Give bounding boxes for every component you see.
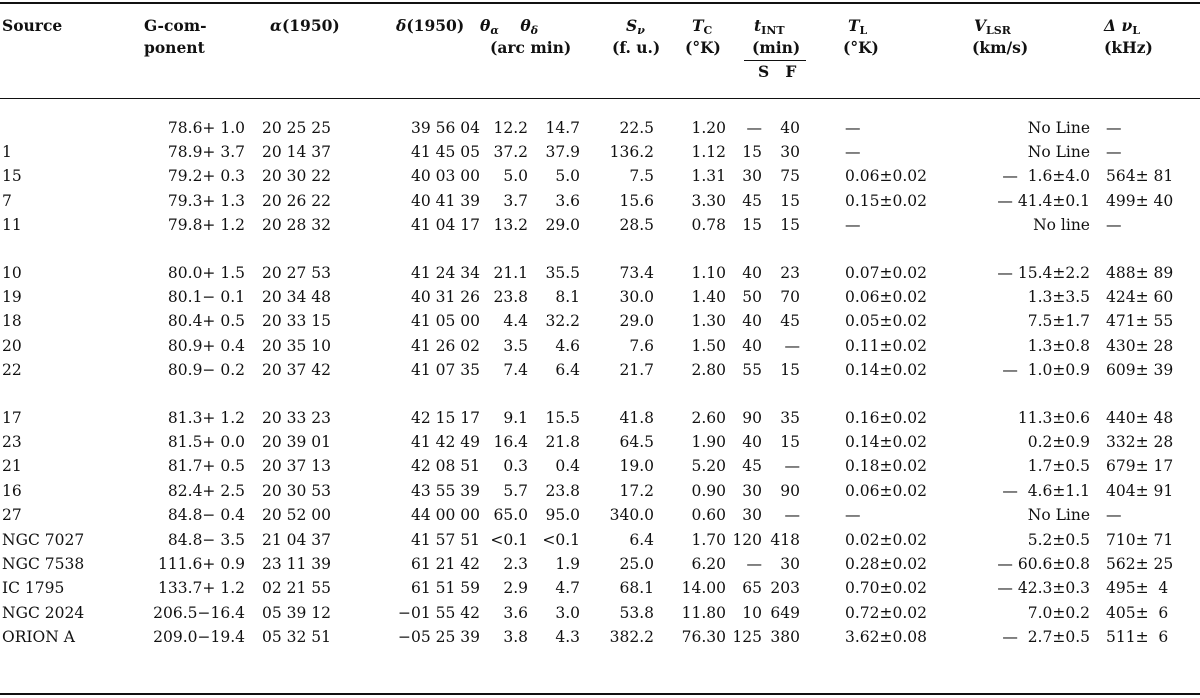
cell-dn: 564± 81 xyxy=(1106,167,1174,186)
header-tc-unit: (°K) xyxy=(685,38,721,57)
cell-v: No Line xyxy=(1027,143,1090,162)
cell-g: 81.3+ 1.2 xyxy=(167,409,245,427)
cell-td: 29.0 xyxy=(545,215,580,234)
cell-dec: 41 42 49 xyxy=(410,433,480,452)
cell-g: 79.3+ 1.3 xyxy=(167,191,245,210)
cell-s: 53.8 xyxy=(619,603,654,622)
cell-v: — 1.6±4.0 xyxy=(1002,167,1090,186)
cell-tl: 0.06±0.02 xyxy=(845,481,928,500)
cell-ra: 20 34 48 xyxy=(262,288,332,307)
cell-ta: 3.6 xyxy=(503,603,528,622)
cell-ra: 21 04 37 xyxy=(262,531,332,549)
cell-ts: 40 xyxy=(742,264,762,282)
cell-tl: 0.11±0.02 xyxy=(845,336,928,355)
cell-tf: 70 xyxy=(780,288,800,307)
cell-dn: — xyxy=(1106,119,1122,137)
cell-ts: — xyxy=(746,555,762,574)
cell-v: — 1.0±0.9 xyxy=(1002,360,1090,379)
cell-td: 23.8 xyxy=(545,481,580,500)
cell-s: 29.0 xyxy=(619,312,654,331)
cell-tl: 3.62±0.08 xyxy=(845,627,928,646)
cell-v: 11.3±0.6 xyxy=(1017,409,1090,427)
cell-g: 79.2+ 0.3 xyxy=(167,167,245,186)
cell-tf: 75 xyxy=(780,167,800,186)
cell-g: 84.8− 3.5 xyxy=(167,531,245,549)
cell-ts: 40 xyxy=(742,336,762,355)
cell-src: 16 xyxy=(2,481,22,500)
cell-g: 79.8+ 1.2 xyxy=(167,215,245,234)
cell-td: 4.6 xyxy=(555,336,580,355)
cell-g: 78.6+ 1.0 xyxy=(167,119,245,137)
cell-tf: 23 xyxy=(780,264,800,282)
cell-s: 6.4 xyxy=(629,531,654,549)
header-snu-unit: (f. u.) xyxy=(612,38,661,57)
cell-td: 8.1 xyxy=(555,288,580,307)
cell-ra: 20 33 23 xyxy=(262,409,332,427)
cell-ts: 40 xyxy=(742,433,762,452)
cell-dn: — xyxy=(1106,505,1122,524)
cell-ts: 10 xyxy=(742,603,762,622)
header-dnu: Δ $\nu_L$ xyxy=(1104,16,1140,37)
cell-tf: 15 xyxy=(780,433,800,452)
cell-ra: 23 11 39 xyxy=(262,555,332,574)
cell-tl: 0.16±0.02 xyxy=(845,409,928,427)
cell-src: 1 xyxy=(2,143,12,162)
cell-ta: 65.0 xyxy=(493,505,528,524)
cell-s: 41.8 xyxy=(619,409,654,427)
cell-dec: 42 15 17 xyxy=(410,409,480,427)
cell-v: 1.3±3.5 xyxy=(1027,288,1090,307)
cell-v: — 15.4±2.2 xyxy=(997,264,1090,282)
cell-ts: 15 xyxy=(742,215,762,234)
cell-g: 81.5+ 0.0 xyxy=(167,433,245,452)
cell-tc: 0.60 xyxy=(691,505,726,524)
cell-ta: 16.4 xyxy=(493,433,528,452)
cell-ta: 3.7 xyxy=(503,191,528,210)
cell-tl: 0.06±0.02 xyxy=(845,167,928,186)
cell-src: NGC 2024 xyxy=(2,603,85,622)
cell-tf: 40 xyxy=(780,119,800,137)
cell-v: 5.2±0.5 xyxy=(1027,531,1090,549)
cell-tl: 0.06±0.02 xyxy=(845,288,928,307)
cell-ra: 05 32 51 xyxy=(262,627,332,646)
cell-tf: 30 xyxy=(780,555,800,574)
cell-s: 19.0 xyxy=(619,457,654,476)
cell-g: 80.1− 0.1 xyxy=(167,288,245,307)
cell-ta: 7.4 xyxy=(503,360,528,379)
header-tc: $T_C$ xyxy=(692,16,713,37)
cell-dec: 61 21 42 xyxy=(410,555,480,574)
cell-ta: 5.0 xyxy=(503,167,528,186)
cell-ta: 37.2 xyxy=(493,143,528,162)
cell-dec: 42 08 51 xyxy=(410,457,480,476)
cell-dn: 332± 28 xyxy=(1106,433,1174,452)
cell-src: NGC 7027 xyxy=(2,531,85,549)
cell-src: IC 1795 xyxy=(2,579,65,598)
cell-ts: 65 xyxy=(742,579,762,598)
cell-ts: 15 xyxy=(742,143,762,162)
header-dnu-unit: (kHz) xyxy=(1104,38,1153,57)
cell-tc: 1.90 xyxy=(691,433,726,452)
cell-src: 27 xyxy=(2,505,22,524)
cell-ta: 2.9 xyxy=(503,579,528,598)
cell-ts: 30 xyxy=(742,481,762,500)
cell-dn: 609± 39 xyxy=(1106,360,1174,379)
cell-tc: 1.31 xyxy=(691,167,726,186)
cell-tf: 35 xyxy=(780,409,800,427)
cell-dec: 41 04 17 xyxy=(410,215,480,234)
cell-g: 81.7+ 0.5 xyxy=(167,457,245,476)
cell-v: — 41.4±0.1 xyxy=(997,191,1090,210)
cell-tl: — xyxy=(845,119,861,137)
cell-v: 0.2±0.9 xyxy=(1027,433,1090,452)
cell-tf: 90 xyxy=(780,481,800,500)
cell-dn: 440± 48 xyxy=(1106,409,1174,427)
cell-dec: 41 57 51 xyxy=(410,531,480,549)
cell-tl: 0.14±0.02 xyxy=(845,433,928,452)
cell-tc: 3.30 xyxy=(691,191,726,210)
cell-tf: — xyxy=(784,457,800,476)
cell-ra: 20 35 10 xyxy=(262,336,332,355)
cell-src: 10 xyxy=(2,264,22,282)
header-gcomponent-line1: G-com- xyxy=(144,16,207,35)
header-tint: $t_{INT}$ xyxy=(754,16,785,37)
cell-ra: 20 28 32 xyxy=(262,215,332,234)
cell-v: 1.3±0.8 xyxy=(1027,336,1090,355)
cell-ra: 20 37 13 xyxy=(262,457,332,476)
cell-tl: 0.15±0.02 xyxy=(845,191,928,210)
cell-dec: 41 24 34 xyxy=(410,264,480,282)
cell-src: 19 xyxy=(2,288,22,307)
cell-ts: 125 xyxy=(732,627,762,646)
cell-tc: 14.00 xyxy=(681,579,726,598)
cell-dn: 488± 89 xyxy=(1106,264,1174,282)
cell-td: 4.3 xyxy=(555,627,580,646)
cell-tc: 6.20 xyxy=(691,555,726,574)
cell-s: 17.2 xyxy=(619,481,654,500)
cell-s: 7.6 xyxy=(629,336,654,355)
cell-s: 68.1 xyxy=(619,579,654,598)
cell-td: 32.2 xyxy=(545,312,580,331)
cell-ra: 20 52 00 xyxy=(262,505,332,524)
header-vlsr-unit: (km/s) xyxy=(972,38,1029,57)
cell-dn: 499± 40 xyxy=(1106,191,1174,210)
cell-tl: 0.72±0.02 xyxy=(845,603,928,622)
cell-ta: 5.7 xyxy=(503,481,528,500)
cell-src: NGC 7538 xyxy=(2,555,85,574)
cell-tc: 5.20 xyxy=(691,457,726,476)
header-tint-sf: S F xyxy=(758,62,797,81)
cell-dec: 41 26 02 xyxy=(410,336,480,355)
cell-s: 30.0 xyxy=(619,288,654,307)
header-theta: $\theta_\alpha$ $\theta_\delta$ xyxy=(480,16,539,37)
cell-dn: 404± 91 xyxy=(1106,481,1174,500)
header-tl-unit: (°K) xyxy=(843,38,879,57)
cell-s: 7.5 xyxy=(629,167,654,186)
cell-g: 111.6+ 0.9 xyxy=(158,555,245,574)
cell-tl: 0.07±0.02 xyxy=(845,264,928,282)
cell-s: 25.0 xyxy=(619,555,654,574)
cell-v: 7.5±1.7 xyxy=(1027,312,1090,331)
cell-ta: 21.1 xyxy=(493,264,528,282)
header-source: Source xyxy=(2,16,63,35)
header-snu: $S_\nu$ xyxy=(626,16,645,37)
cell-tf: 380 xyxy=(770,627,800,646)
cell-dec: −05 25 39 xyxy=(397,627,480,646)
cell-ts: 120 xyxy=(732,531,762,549)
cell-td: 6.4 xyxy=(555,360,580,379)
cell-s: 64.5 xyxy=(619,433,654,452)
header-vlsr: $V_{LSR}$ xyxy=(974,16,1011,37)
cell-td: 0.4 xyxy=(555,457,580,476)
cell-td: 3.6 xyxy=(555,191,580,210)
cell-ra: 20 14 37 xyxy=(262,143,332,162)
cell-s: 340.0 xyxy=(609,505,654,524)
cell-td: 1.9 xyxy=(555,555,580,574)
cell-td: 4.7 xyxy=(555,579,580,598)
cell-td: 35.5 xyxy=(545,264,580,282)
cell-td: 37.9 xyxy=(545,143,580,162)
cell-v: 7.0±0.2 xyxy=(1027,603,1090,622)
cell-tl: 0.02±0.02 xyxy=(845,531,928,549)
cell-src: 11 xyxy=(2,215,22,234)
header-delta: δ(1950) xyxy=(396,16,465,35)
cell-dec: 39 56 04 xyxy=(410,119,480,137)
cell-tf: 418 xyxy=(770,531,800,549)
cell-g: 133.7+ 1.2 xyxy=(158,579,245,598)
cell-tc: 1.50 xyxy=(691,336,726,355)
cell-ra: 20 25 25 xyxy=(262,119,332,137)
cell-g: 84.8− 0.4 xyxy=(167,505,245,524)
cell-td: 14.7 xyxy=(545,119,580,137)
cell-s: 73.4 xyxy=(619,264,654,282)
cell-ts: 30 xyxy=(742,167,762,186)
header-alpha: α(1950) xyxy=(270,16,340,35)
cell-src: 18 xyxy=(2,312,22,331)
cell-dn: 430± 28 xyxy=(1106,336,1174,355)
cell-tc: 1.10 xyxy=(691,264,726,282)
cell-g: 82.4+ 2.5 xyxy=(167,481,245,500)
cell-v: — 42.3±0.3 xyxy=(997,579,1090,598)
cell-td: 95.0 xyxy=(545,505,580,524)
cell-v: — 60.6±0.8 xyxy=(997,555,1090,574)
cell-dn: 710± 71 xyxy=(1106,531,1174,549)
cell-ta: 9.1 xyxy=(503,409,528,427)
cell-src: 22 xyxy=(2,360,22,379)
cell-ra: 20 30 53 xyxy=(262,481,332,500)
cell-ta: 23.8 xyxy=(493,288,528,307)
cell-dn: 424± 60 xyxy=(1106,288,1174,307)
cell-dec: 40 03 00 xyxy=(410,167,480,186)
cell-td: 21.8 xyxy=(545,433,580,452)
cell-dec: 43 55 39 xyxy=(410,481,480,500)
bottom-rule xyxy=(0,693,1200,695)
cell-g: 209.0−19.4 xyxy=(153,627,245,646)
cell-ra: 05 39 12 xyxy=(262,603,332,622)
cell-dec: 44 00 00 xyxy=(410,505,480,524)
cell-td: 3.0 xyxy=(555,603,580,622)
cell-tf: — xyxy=(784,336,800,355)
cell-tc: 1.20 xyxy=(691,119,726,137)
cell-ts: 55 xyxy=(742,360,762,379)
cell-src: ORION A xyxy=(2,627,75,646)
cell-tc: 0.90 xyxy=(691,481,726,500)
cell-ta: 13.2 xyxy=(493,215,528,234)
cell-g: 80.9+ 0.4 xyxy=(167,336,245,355)
cell-tf: 649 xyxy=(770,603,800,622)
cell-ra: 20 26 22 xyxy=(262,191,332,210)
cell-ra: 02 21 55 xyxy=(262,579,332,598)
cell-v: 1.7±0.5 xyxy=(1027,457,1090,476)
cell-tf: 45 xyxy=(780,312,800,331)
cell-dec: −01 55 42 xyxy=(397,603,480,622)
cell-s: 28.5 xyxy=(619,215,654,234)
cell-tc: 2.60 xyxy=(691,409,726,427)
cell-src: 15 xyxy=(2,167,22,186)
cell-tc: 1.30 xyxy=(691,312,726,331)
cell-ts: 30 xyxy=(742,505,762,524)
cell-ta: 4.4 xyxy=(503,312,528,331)
cell-tc: 1.70 xyxy=(691,531,726,549)
cell-dec: 40 31 26 xyxy=(410,288,480,307)
cell-dn: 405± 6 xyxy=(1106,603,1169,622)
cell-tc: 0.78 xyxy=(691,215,726,234)
cell-ra: 20 39 01 xyxy=(262,433,332,452)
cell-ta: 3.5 xyxy=(503,336,528,355)
cell-dn: 471± 55 xyxy=(1106,312,1174,331)
cell-dec: 41 45 05 xyxy=(410,143,480,162)
cell-src: 21 xyxy=(2,457,22,476)
cell-ta: 0.3 xyxy=(503,457,528,476)
cell-tf: 30 xyxy=(780,143,800,162)
header-tint-unit: (min) xyxy=(752,38,801,57)
cell-v: No line xyxy=(1033,215,1090,234)
cell-v: — 4.6±1.1 xyxy=(1002,481,1090,500)
header-gcomponent-line2: ponent xyxy=(144,38,205,57)
cell-ta: 3.8 xyxy=(503,627,528,646)
cell-dec: 61 51 59 xyxy=(410,579,480,598)
cell-src: 17 xyxy=(2,409,22,427)
cell-tl: 0.28±0.02 xyxy=(845,555,928,574)
cell-s: 22.5 xyxy=(619,119,654,137)
cell-td: 15.5 xyxy=(545,409,580,427)
cell-tf: 203 xyxy=(770,579,800,598)
cell-ra: 20 33 15 xyxy=(262,312,332,331)
cell-tl: 0.70±0.02 xyxy=(845,579,928,598)
cell-src: 20 xyxy=(2,336,22,355)
cell-tf: 15 xyxy=(780,360,800,379)
cell-tl: — xyxy=(845,215,861,234)
cell-dn: 495± 4 xyxy=(1106,579,1169,598)
cell-td: 5.0 xyxy=(555,167,580,186)
cell-tf: — xyxy=(784,505,800,524)
cell-s: 15.6 xyxy=(619,191,654,210)
cell-ts: 45 xyxy=(742,191,762,210)
cell-dn: 511± 6 xyxy=(1106,627,1169,646)
cell-dec: 40 41 39 xyxy=(410,191,480,210)
cell-tl: 0.05±0.02 xyxy=(845,312,928,331)
header-theta-unit: (arc min) xyxy=(490,38,572,57)
cell-src: 23 xyxy=(2,433,22,452)
cell-ts: 40 xyxy=(742,312,762,331)
cell-dec: 41 05 00 xyxy=(410,312,480,331)
top-rule xyxy=(0,2,1200,4)
cell-tl: — xyxy=(845,143,861,162)
cell-ts: — xyxy=(746,119,762,137)
cell-dn: — xyxy=(1106,215,1122,234)
cell-ta: 12.2 xyxy=(493,119,528,137)
cell-g: 80.9− 0.2 xyxy=(167,360,245,379)
cell-s: 136.2 xyxy=(609,143,654,162)
cell-ra: 20 37 42 xyxy=(262,360,332,379)
cell-tl: 0.14±0.02 xyxy=(845,360,928,379)
cell-ts: 90 xyxy=(742,409,762,427)
cell-g: 78.9+ 3.7 xyxy=(167,143,245,162)
cell-src: 7 xyxy=(2,191,12,210)
header-tl: $T_L$ xyxy=(848,16,868,37)
cell-ta: 2.3 xyxy=(503,555,528,574)
cell-ta: <0.1 xyxy=(490,531,528,549)
cell-v: No Line xyxy=(1027,119,1090,137)
cell-tf: 15 xyxy=(780,215,800,234)
cell-dec: 41 07 35 xyxy=(410,360,480,379)
cell-tc: 1.12 xyxy=(691,143,726,162)
header-rule xyxy=(0,98,1200,99)
cell-ra: 20 27 53 xyxy=(262,264,332,282)
cell-g: 206.5−16.4 xyxy=(153,603,245,622)
cell-td: <0.1 xyxy=(542,531,580,549)
cell-tc: 76.30 xyxy=(681,627,726,646)
cell-s: 382.2 xyxy=(609,627,654,646)
cell-ts: 50 xyxy=(742,288,762,307)
cell-tl: — xyxy=(845,505,861,524)
cell-dn: 562± 25 xyxy=(1106,555,1174,574)
cell-g: 80.4+ 0.5 xyxy=(167,312,245,331)
tint-subrule xyxy=(744,60,806,61)
cell-tf: 15 xyxy=(780,191,800,210)
cell-tc: 2.80 xyxy=(691,360,726,379)
cell-dn: 679± 17 xyxy=(1106,457,1174,476)
cell-ra: 20 30 22 xyxy=(262,167,332,186)
cell-s: 21.7 xyxy=(619,360,654,379)
cell-tc: 11.80 xyxy=(681,603,726,622)
cell-ts: 45 xyxy=(742,457,762,476)
cell-v: — 2.7±0.5 xyxy=(1002,627,1090,646)
cell-v: No Line xyxy=(1027,505,1090,524)
cell-tl: 0.18±0.02 xyxy=(845,457,928,476)
cell-tc: 1.40 xyxy=(691,288,726,307)
cell-g: 80.0+ 1.5 xyxy=(167,264,245,282)
cell-dn: — xyxy=(1106,143,1122,162)
